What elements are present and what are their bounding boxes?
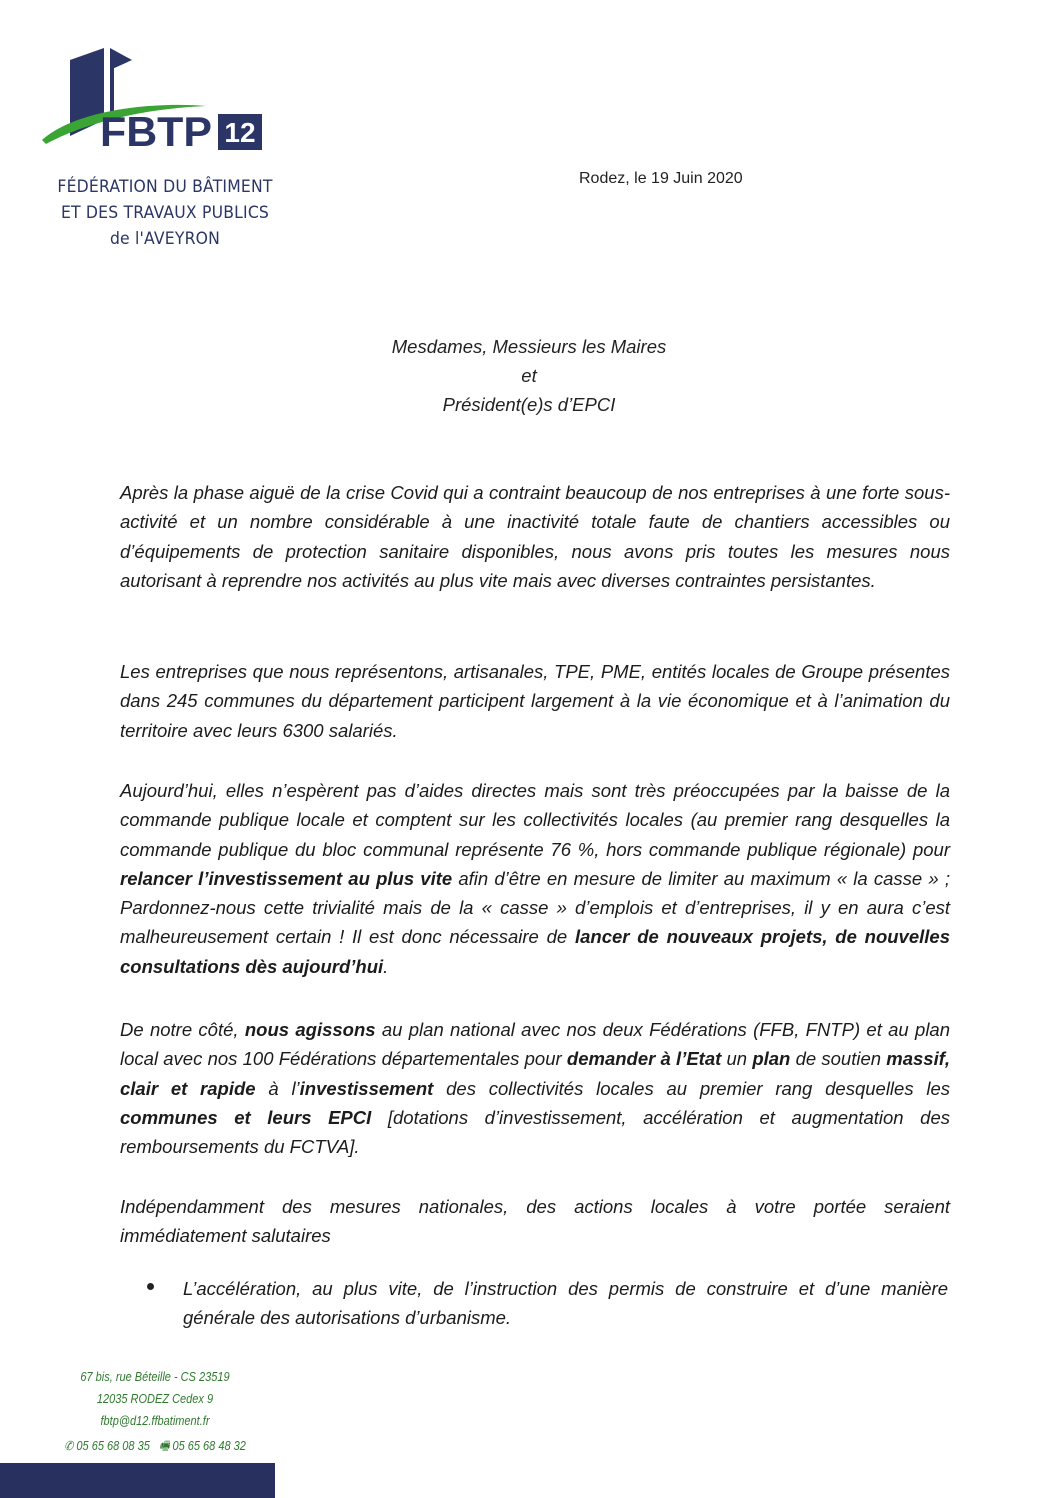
paragraph-2: Les entreprises que nous représentons, artisanales, TPE, PME, entités locales de Groupe présentes dans 245 communes du département participent largement à la vie économique et à l’animation du territoire avec leurs 6300 salariés. <box>120 661 950 741</box>
paragraph-4: De notre côté, nous agissons au plan national avec nos deux Fédérations (FFB, FNTP) et au plan local avec nos 100 Fédérations départementales pour demander à l’Etat un plan de soutien massif, clair et rapide à l’investissement des collectivités locales au premier rang desquelles les communes et leurs EPCI [dotations d’investissement, accélération et augmentation des remboursements du FCTVA]. <box>120 1019 951 1158</box>
addressee-line-2: et <box>521 365 537 386</box>
paragraph-3: Aujourd’hui, elles n’espèrent pas d’aides directes mais sont très préoccupées par la baisse de la commande publique locale et comptent sur les collectivités locales (au premier rang desquelles la commande publique du bloc communal représente 76 %, hors commande publique régionale) pour relancer l’investissement au plus vite afin d’être en mesure de limiter au maximum « la casse » ; Pardonnez-nous cette trivialité mais de la « casse » d’emplois et d’entreprises, il y en aura c’est malheureusement certain ! Il est donc nécessaire de lancer de nouveaux projets, de nouvelles consultations dès aujourd’hui. <box>120 780 950 977</box>
logo-number: 12 <box>224 117 256 148</box>
org-name-line-2: ET DES TRAVAUX PUBLICS <box>60 203 270 223</box>
fbtp-logo <box>38 40 278 160</box>
letter-date: Rodez, le 19 Juin 2020 <box>579 170 743 187</box>
bullet-item-1: L’accélération, au plus vite, de l’instruction des permis de construire et d’une manière générale des autorisations d’urbanisme. <box>183 1278 948 1329</box>
org-name-line-1: FÉDÉRATION DU BÂTIMENT <box>57 177 273 197</box>
logo-name: FBTP <box>100 108 212 155</box>
addressee-line-3: Président(e)s d’EPCI <box>442 394 616 415</box>
fax-icon: 🖷 <box>159 1439 170 1453</box>
footer-address-line-2: 12035 RODEZ Cedex 9 <box>96 1392 214 1406</box>
footer-email: fbtp@d12.ffbatiment.fr <box>100 1414 210 1428</box>
emphasis-lancer: lancer de nouveaux projets, de nouvelles consultations dès aujourd’hui <box>120 926 950 977</box>
bullet-icon <box>147 1283 154 1290</box>
org-name-line-3: de l'AVEYRON <box>109 229 221 249</box>
footer-phones <box>49 1437 260 1458</box>
emphasis-relancer: relancer l’investissement au plus vite <box>120 867 453 889</box>
footer-phone: 05 65 68 08 35 <box>76 1439 150 1453</box>
paragraph-5: Indépendamment des mesures nationales, des actions locales à votre portée seraient immédiatement salutaires <box>120 1196 950 1247</box>
footer-bar <box>0 1463 275 1498</box>
phone-icon: ✆ <box>64 1439 74 1453</box>
footer-address-line-1: 67 bis, rue Béteille - CS 23519 <box>80 1370 230 1384</box>
addressee-line-1: Mesdames, Messieurs les Maires <box>391 336 667 357</box>
footer-fax: 05 65 68 48 32 <box>172 1439 246 1453</box>
paragraph-1: Après la phase aiguë de la crise Covid qui a contraint beaucoup de nos entreprises à une forte sous-activité et un nombre considérable à une inactivité totale faute de chantiers accessibles ou d’équipements de protection sanitaire disponibles, nous avons pris toutes les mesures nous autorisant à reprendre nos activités au plus vite mais avec diverses contraintes persistantes. <box>120 482 950 591</box>
